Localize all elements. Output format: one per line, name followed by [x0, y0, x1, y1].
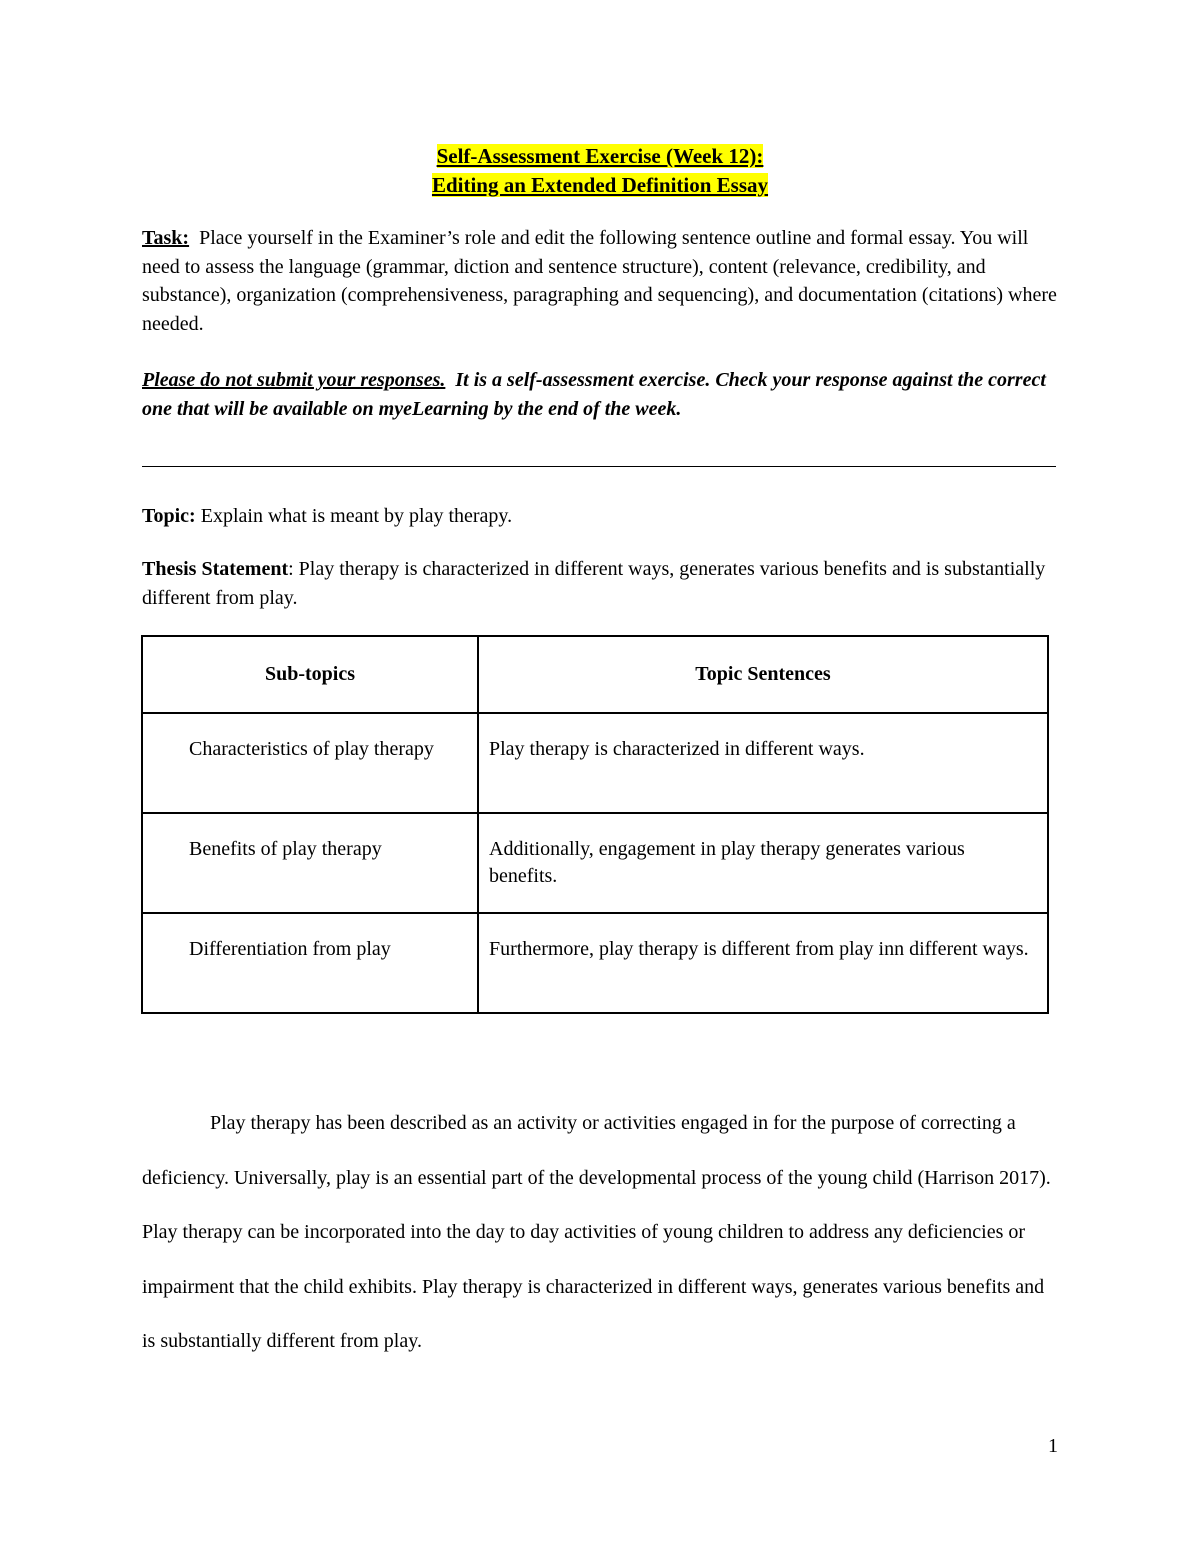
thesis-label: Thesis Statement	[142, 558, 289, 580]
table-row	[142, 813, 1048, 913]
topic-sentence-cell: Additionally, engagement in play therapy generates various benefits.	[478, 813, 1048, 913]
task-label: Task:	[142, 227, 190, 249]
sub-topic-cell: Characteristics of play therapy	[142, 713, 478, 813]
notice-underlined: Please do not submit your responses.	[142, 369, 446, 391]
horizontal-divider	[142, 466, 1056, 467]
task-instructions	[142, 224, 1062, 338]
header-topic-sentences: Topic Sentences	[478, 636, 1048, 713]
title-line-2: Editing an Extended Definition Essay	[431, 173, 769, 197]
table-header-row	[142, 636, 1048, 713]
page-number: 1	[1048, 1435, 1058, 1457]
topic-text: Explain what is meant by play therapy.	[200, 505, 513, 527]
header-sub-topics: Sub-topics	[142, 636, 478, 713]
sentence-outline-table	[141, 635, 1049, 1014]
table-row	[142, 913, 1048, 1013]
task-text: Place yourself in the Examiner’s role and edit the following sentence outline and formal essay. You will need to assess the language (grammar, diction and sentence structure), content (relevance, credibility, and substance), organization (comprehensiveness, paragraphing and sequencing), and documentation (citations) where needed.	[142, 227, 1057, 335]
thesis-text: : Play therapy is characterized in different ways, generates various benefits and is substantially different from play.	[142, 558, 1046, 609]
topic-sentence-cell: Furthermore, play therapy is different from play inn different ways.	[478, 913, 1048, 1013]
thesis-statement	[142, 555, 1062, 612]
submission-notice	[142, 366, 1062, 423]
table-row	[142, 713, 1048, 813]
title-line-1: Self-Assessment Exercise (Week 12):	[436, 144, 764, 168]
notice-rest: It is a self-assessment exercise. Check your response against the correct one that will be available on myeLearning by the end of the week.	[142, 369, 1046, 420]
topic-label: Topic:	[142, 505, 196, 527]
sub-topic-cell: Benefits of play therapy	[142, 813, 478, 913]
topic-line	[142, 502, 1062, 531]
document-title	[0, 142, 1200, 200]
sub-topic-cell: Differentiation from play	[142, 913, 478, 1013]
essay-paragraph: Play therapy has been described as an activity or activities engaged in for the purpose of correcting a deficiency. Universally, play is an essential part of the developmental process of the young child (Harrison 2017). Play therapy can be incorporated into the day to day activities of young children to address any deficiencies or impairment that the child exhibits. Play therapy is characterized in different ways, generates various benefits and is substantially different from play.	[142, 1112, 1051, 1352]
topic-sentence-cell: Play therapy is characterized in different ways.	[478, 713, 1048, 813]
essay-body	[142, 1096, 1058, 1369]
